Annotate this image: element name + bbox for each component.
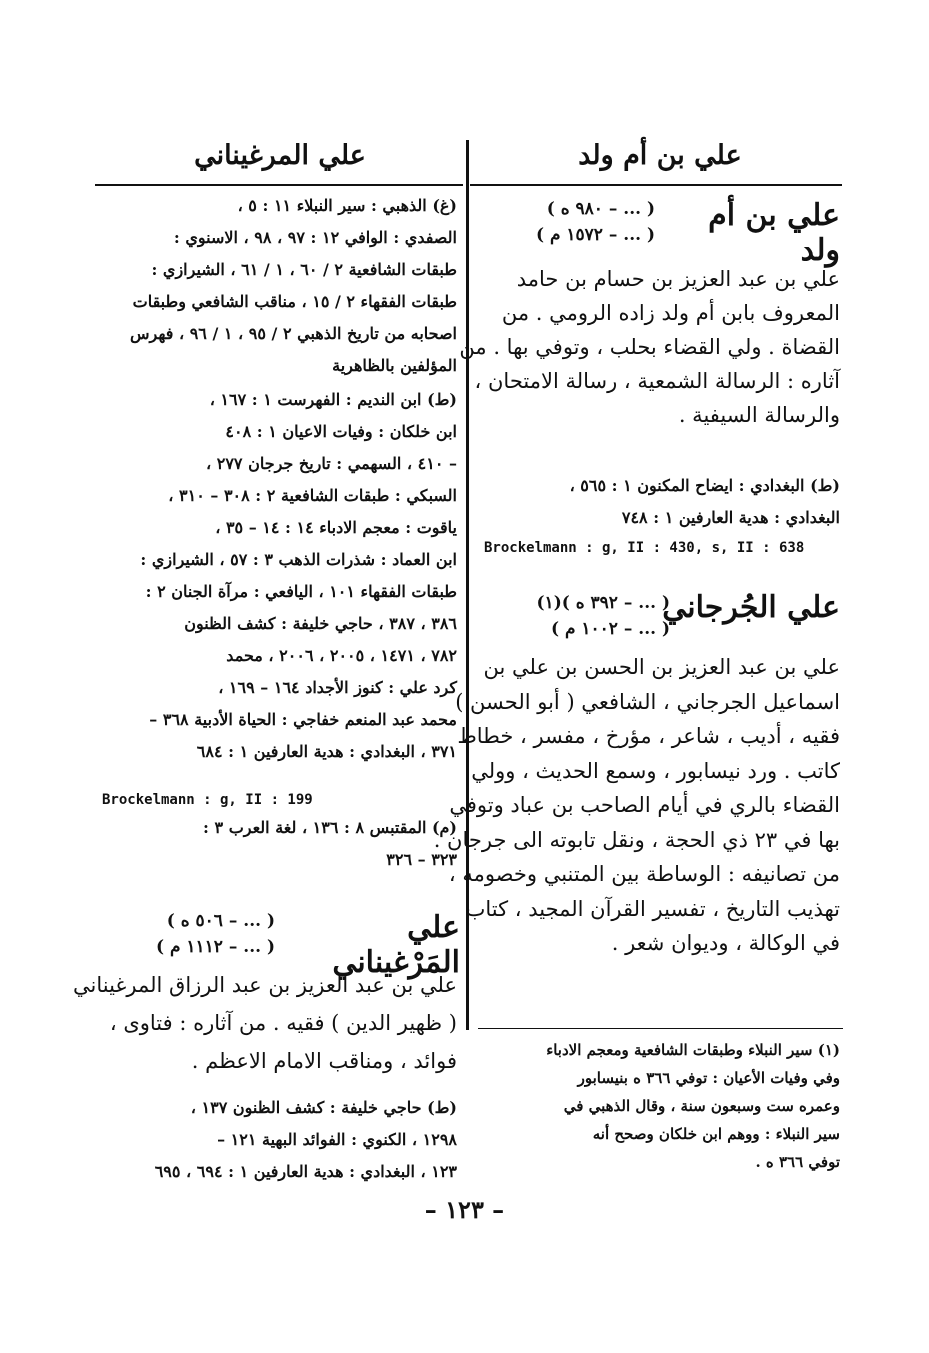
body-line: آثاره : الرسالة الشمعية ، رسالة الامتحان ، — [474, 369, 840, 393]
entry-title-ali-al-marghinani: علي المَرْغيناني — [332, 910, 460, 980]
date-gregorian: ( ... – ١٥٧٢ م ) — [536, 225, 655, 245]
ref-line: السبكي : طبقات الشافعية ٢ : ٣٠٨ – ٣١٠ ، — [168, 486, 457, 505]
body-line: علي بن عبد العزيز بن الحسن بن علي بن — [483, 655, 840, 679]
body-line: تهذيب التاريخ ، تفسير القرآن المجيد ، كتاب — [465, 896, 840, 921]
date-gregorian: ( ... – ١٠٠٢ م ) — [551, 619, 670, 639]
body-line: فقيه ، أديب ، شاعر ، مؤرخ ، مفسر ، خطاط — [457, 724, 840, 748]
right-header-rule — [470, 184, 842, 186]
body-line: فوائد ، ومناقب الامام الاعظم . — [191, 1049, 457, 1073]
latin-ref-brockelmann: Brockelmann : g, II : 430, s, II : 638 — [484, 540, 805, 556]
body-line: اسماعيل الجرجاني ، الشافعي ( أبو الحسن ) — [455, 689, 840, 714]
footnote-line: وفي وفيات الأعيان : توفي ٣٦٦ ه بنيسابور — [577, 1069, 840, 1087]
ref-line: ٣٢٣ – ٣٢٦ — [386, 850, 457, 869]
ref-line: ١٢٩٨ ، الكنوي : الفوائد البهية ١٢١ – — [217, 1130, 457, 1149]
body-line: علي بن عبد العزيز بن عبد الرزاق المرغيناني — [73, 973, 457, 997]
footnote-line: (١) سير النبلاء وطبقات الشافعية ومعجم الادباء — [546, 1041, 840, 1059]
entry-body-ali-al-marghinani — [73, 966, 457, 1080]
entry-refs-ali-ibn-umm-walad — [478, 470, 840, 534]
body-line: القضاة . ولي القضاء بحلب ، وتوفي بها . من — [459, 335, 840, 359]
ref-line: البغدادي : هدية العارفين ١ : ٧٤٨ — [621, 508, 840, 527]
ref-line: اصحابه من تاريخ الذهبي ٢ / ٩٥ ، ١ / ٩٦ ، فهرس — [130, 324, 457, 343]
entry-body-ali-ibn-umm-walad — [459, 262, 840, 432]
ref-line: (ط) حاجي خليفة : كشف الظنون ١٣٧ ، — [190, 1098, 457, 1117]
entry-dates-ali-al-jurjani — [480, 590, 670, 642]
ref-line: (ط) البغدادي : ايضاح المكنون ١ : ٥٦٥ ، — [569, 476, 840, 495]
left-header-rule — [95, 184, 463, 186]
ref-line: كرد علي : كنوز الأجداد ١٦٤ – ١٦٩ ، — [218, 678, 457, 697]
ref-line: ابن خلكان : وفيات الاعيان ١ : ٤٠٨ — [225, 422, 457, 441]
ref-line: (ط) ابن النديم : الفهرست ١ : ١٦٧ ، — [209, 390, 457, 409]
ref-line: (م) المقتبس ٨ : ١٣٦ ، لغة العرب ٣ : — [203, 818, 457, 837]
date-hijri: ( ... – ٥٠٦ ه ) — [166, 911, 275, 931]
footnote — [478, 1036, 840, 1176]
body-line: كاتب . ورد نيسابور ، وسمع الحديث ، وولي — [471, 758, 840, 783]
footnote-line: توفي ٣٦٦ ه . — [755, 1153, 840, 1171]
ref-line: ١٢٣ ، البغدادي : هدية العارفين ١ : ٦٩٤ ، ٦٩٥ — [154, 1162, 457, 1181]
entry-refs-ali-al-marghinani — [95, 1092, 457, 1188]
body-line: ( ظهير الدين ) فقيه . من آثاره : فتاوى ، — [109, 1011, 457, 1035]
body-line: المعروف بابن أم ولد زاده الرومي . من — [501, 301, 840, 325]
entry-body-ali-al-jurjani — [433, 650, 840, 961]
page-number: – ١٢٣ – — [424, 1195, 505, 1224]
entry-dates-ali-al-marghinani — [100, 908, 275, 960]
ref-line: ٣٨٦ ، ٣٨٧ ، حاجي خليفة : كشف الظنون — [184, 614, 457, 633]
body-line: من تصانيفه : الوساطة بين المتنبي وخصومه ، — [448, 862, 840, 886]
footnote-rule — [478, 1028, 843, 1029]
date-gregorian: ( ... – ١١١٢ م ) — [156, 937, 275, 957]
latin-ref-brockelmann: Brockelmann : g, II : 199 — [102, 792, 313, 808]
date-hijri: ( ... – ٩٨٠ ه ) — [546, 199, 655, 219]
right-column-header: علي بن أم ولد — [578, 140, 742, 171]
ref-line: المؤلفين بالظاهرية — [332, 356, 457, 375]
ref-line: (غ) الذهبي : سير النبلاء ١١ : ٥ ، — [237, 196, 457, 215]
left-column-header: علي المرغيناني — [194, 140, 366, 171]
ref-line: طبقات الشافعية ٢ / ٦٠ ، ١ / ٦١ ، الشيرازي : — [151, 260, 457, 279]
entry-title-ali-ibn-umm-walad: علي بن أم ولد — [708, 198, 840, 268]
ref-line: ابن العماد : شذرات الذهب ٣ : ٥٧ ، الشيرازي : — [140, 550, 457, 569]
footnote-line: سير النبلاء : ووهم ابن خلكان وصحح أنه — [592, 1125, 840, 1143]
refs-al-jurjani-t — [95, 384, 457, 768]
body-line: بها في ٢٣ ذي الحجة ، ونقل تابوته الى جرجان . — [433, 827, 840, 852]
ref-line: طبقات الفقهاء ١٠١ ، اليافعي : مرآة الجنان ٢ : — [145, 582, 457, 601]
ref-line: ٧٨٢ ، ١٤٧١ ، ٢٠٠٥ ، ٢٠٠٦ ، محمد — [226, 646, 457, 665]
ref-line: محمد عبد المنعم خفاجي : الحياة الأدبية ٣٦٨ – — [149, 710, 457, 729]
footnote-line: وعمره ست وسبعون سنة ، وقال الذهبي في — [563, 1097, 840, 1115]
ref-line: ٣٧١ ، البغدادي : هدية العارفين ١ : ٦٨٤ — [196, 742, 457, 761]
body-line: القضاء بالري في أيام الصاحب بن عباد وتوفي — [449, 793, 840, 817]
ref-line: – ٤١٠ ، السهمي : تاريخ جرجان ٢٧٧ ، — [206, 454, 457, 473]
body-line: في الوكالة ، وديوان شعر . — [611, 931, 840, 955]
refs-al-jurjani-m — [95, 812, 457, 876]
body-line: والرسالة السيفية . — [678, 403, 840, 427]
refs-al-jurjani-gh — [95, 190, 457, 382]
entry-dates-ali-ibn-umm-walad — [480, 196, 655, 248]
ref-line: الصفدي : الوافي ١٢ : ٩٧ ، ٩٨ ، الاسنوي : — [173, 228, 457, 247]
ref-line: طبقات الفقهاء ٢ / ١٥ ، مناقب الشافعي وطبقات — [132, 292, 457, 311]
date-hijri: ( ... – ٣٩٢ ه )(١) — [536, 593, 670, 613]
entry-title-ali-al-jurjani: علي الجُرجاني — [662, 590, 840, 625]
ref-line: ياقوت : معجم الادباء ١٤ : ١٤ – ٣٥ ، — [215, 518, 457, 537]
body-line: علي بن عبد العزيز بن حسام بن حامد — [516, 267, 840, 291]
